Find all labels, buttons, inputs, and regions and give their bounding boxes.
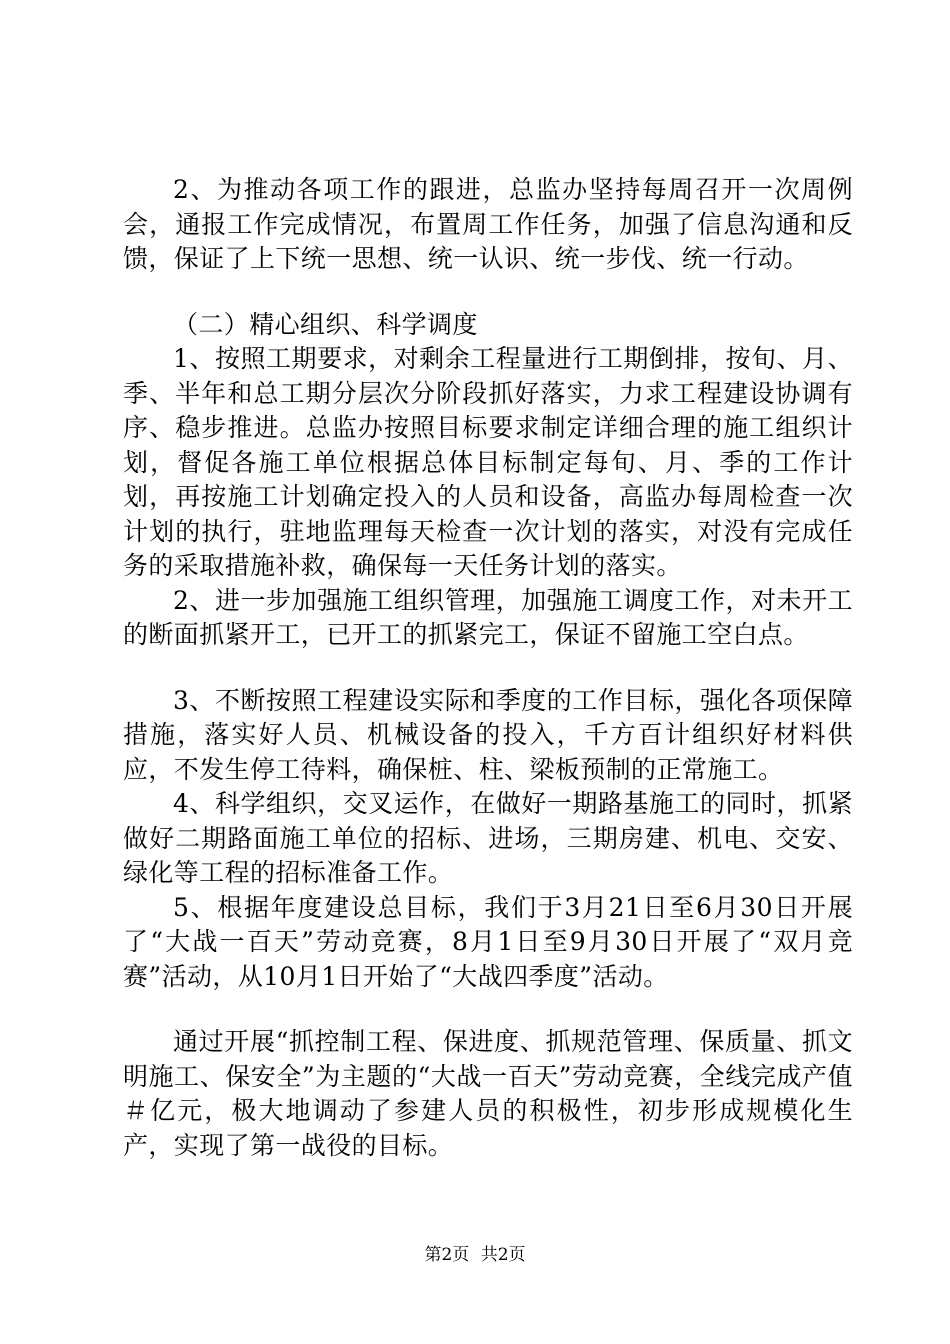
- paragraph-gap: [123, 277, 853, 308]
- page-total: 共2页: [480, 1245, 526, 1265]
- paragraph-safeguard-measures: 3、不断按照工程建设实际和季度的工作目标，强化各项保障措施，落实好人员、机械设备的投入，千方百计组织好材料供应，不发生停工待料，确保桩、柱、梁板预制的正常施工。: [123, 685, 853, 784]
- document-body: [123, 173, 853, 1163]
- paragraph-scientific-organization: 4、科学组织，交叉运作，在做好一期路基施工的同时，抓紧做好二期路面施工单位的招标、进场，三期房建、机电、交安、绿化等工程的招标准备工作。: [123, 789, 853, 887]
- paragraph-weekly-meeting: 2、为推动各项工作的跟进，总监办坚持每周召开一次周例会，通报工作完成情况，布置周工作任务，加强了信息沟通和反馈，保证了上下统一思想、统一认识、统一步伐、统一行动。: [123, 175, 853, 273]
- paragraph-labor-competition: 5、根据年度建设总目标，我们于3月21日至6月30日开展了“大战一百天”劳动竞赛，8月1日至9月30日开展了“双月竞赛”活动，从10月1日开始了“大战四季度”活动。: [123, 892, 853, 991]
- paragraph-gap: [123, 653, 853, 684]
- paragraph-schedule-plan: 1、按照工期要求，对剩余工程量进行工期倒排，按旬、月、季、半年和总工期分层次分阶段抓好落实，力求工程建设协调有序、稳步推进。总监办按照目标要求制定详细合理的施工组织计划，督促各施工单位根据总体目标制定每旬、月、季的工作计划，再按施工计划确定投入的人员和设备，高监办每周检查一次计划的执行，驻地监理每天检查一次计划的落实，对没有完成任务的采取措施补救，确保每一天任务计划的落实。: [123, 344, 853, 580]
- page-footer: [0, 1244, 950, 1266]
- paragraph-campaign-results: 通过开展“抓控制工程、保进度、抓规范管理、保质量、抓文明施工、保安全”为主题的“大战一百天”劳动竞赛，全线完成产值＃亿元，极大地调动了参建人员的积极性，初步形成规模化生产，实现了第一战役的目标。: [123, 1027, 853, 1160]
- paragraph-construction-management: 2、进一步加强施工组织管理，加强施工调度工作，对未开工的断面抓紧开工，已开工的抓紧完工，保证不留施工空白点。: [123, 585, 853, 649]
- page-number: 第2页: [424, 1245, 470, 1265]
- paragraph-gap: [123, 994, 853, 1025]
- section-heading: （二）精心组织、科学调度: [173, 309, 478, 339]
